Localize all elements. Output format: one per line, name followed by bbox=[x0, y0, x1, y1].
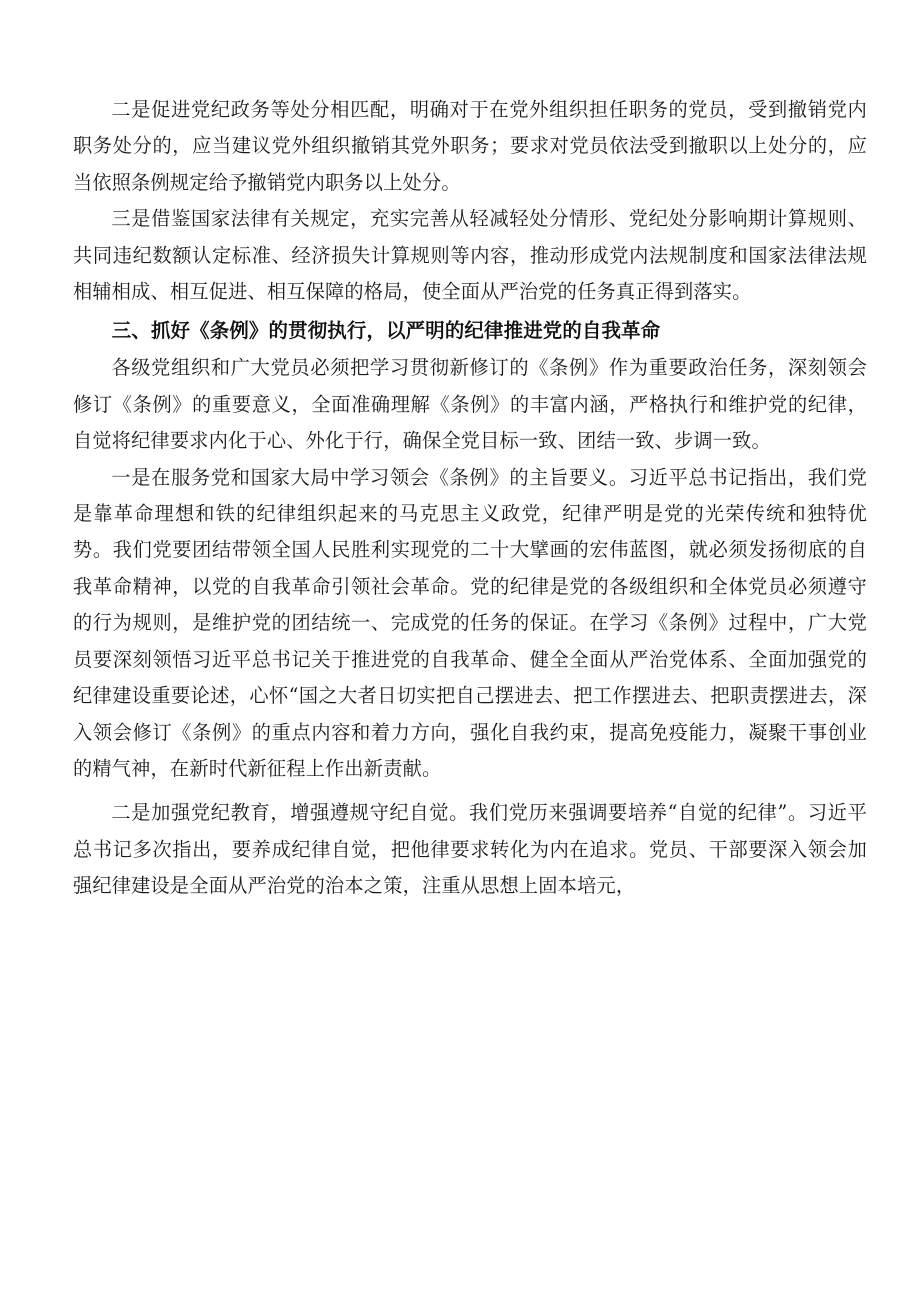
section-heading: 三、抓好《条例》的贯彻执行，以严明的纪律推进党的自我革命 bbox=[111, 319, 661, 343]
paragraph-second-point: 二是加强党纪教育，增强遵规守纪自觉。我们党历来强调要培养“自觉的纪律”。习近平总书记多次指出，要养成纪律自觉，把他律要求转化为内在追求。党员、干部要深入领会加强纪律建设是全面从严治党的治本之策，注重从思想上固本培元， bbox=[73, 801, 867, 898]
paragraph-spacer bbox=[73, 787, 867, 795]
document-body bbox=[73, 92, 867, 905]
paragraph-study-requirement: 各级党组织和广大党员必须把学习贯彻新修订的《条例》作为重要政治任务，深刻领会修订《条例》的重要意义，全面准确理解《条例》的丰富内涵，严格执行和维护党的纪律，自觉将纪律要求内化于心、外化于行，确保全党目标一致、团结一致、步调一致。 bbox=[73, 356, 867, 453]
paragraph-disciplinary-matching: 二是促进党纪政务等处分相匹配，明确对于在党外组织担任职务的党员，受到撤销党内职务处分的，应当建议党外组织撤销其党外职务；要求对党员依法受到撤职以上处分的，应当依照条例规定给予撤销党内职务以上处分。 bbox=[73, 98, 867, 194]
paragraph-national-law-reference: 三是借鉴国家法律有关规定，充实完善从轻减轻处分情形、党纪处分影响期计算规则、共同违纪数额认定标准、经济损失计算规则等内容，推动形成党内法规制度和国家法律法规相辅相成、相互促进、相互保障的格局，使全面从严治党的任务真正得到落实。 bbox=[73, 207, 867, 304]
paragraph-first-point: 一是在服务党和国家大局中学习领会《条例》的主旨要义。习近平总书记指出，我们党是靠革命理想和铁的纪律组织起来的马克思主义政党，纪律严明是党的光荣传统和独特优势。我们党要团结带领全国人民胜利实现党的二十大擘画的宏伟蓝图，就必须发扬彻底的自我革命精神，以党的自我革命引领社会革命。党的纪律是党的各级组织和全体党员必须遵守的行为规则，是维护党的团结统一、完成党的任务的保证。在学习《条例》过程中，广大党员要深刻领悟习近平总书记关于推进党的自我革命、健全全面从严治党体系、全面加强党的纪律建设重要论述，心怀“国之大者日切实把自己摆进去、把工作摆进去、把职责摆进去，深入领会修订《条例》的重点内容和着力方向，强化自我约束，提高免疫能力，凝聚干事创业的精气神，在新时代新征程上作出新责献。 bbox=[73, 465, 867, 780]
